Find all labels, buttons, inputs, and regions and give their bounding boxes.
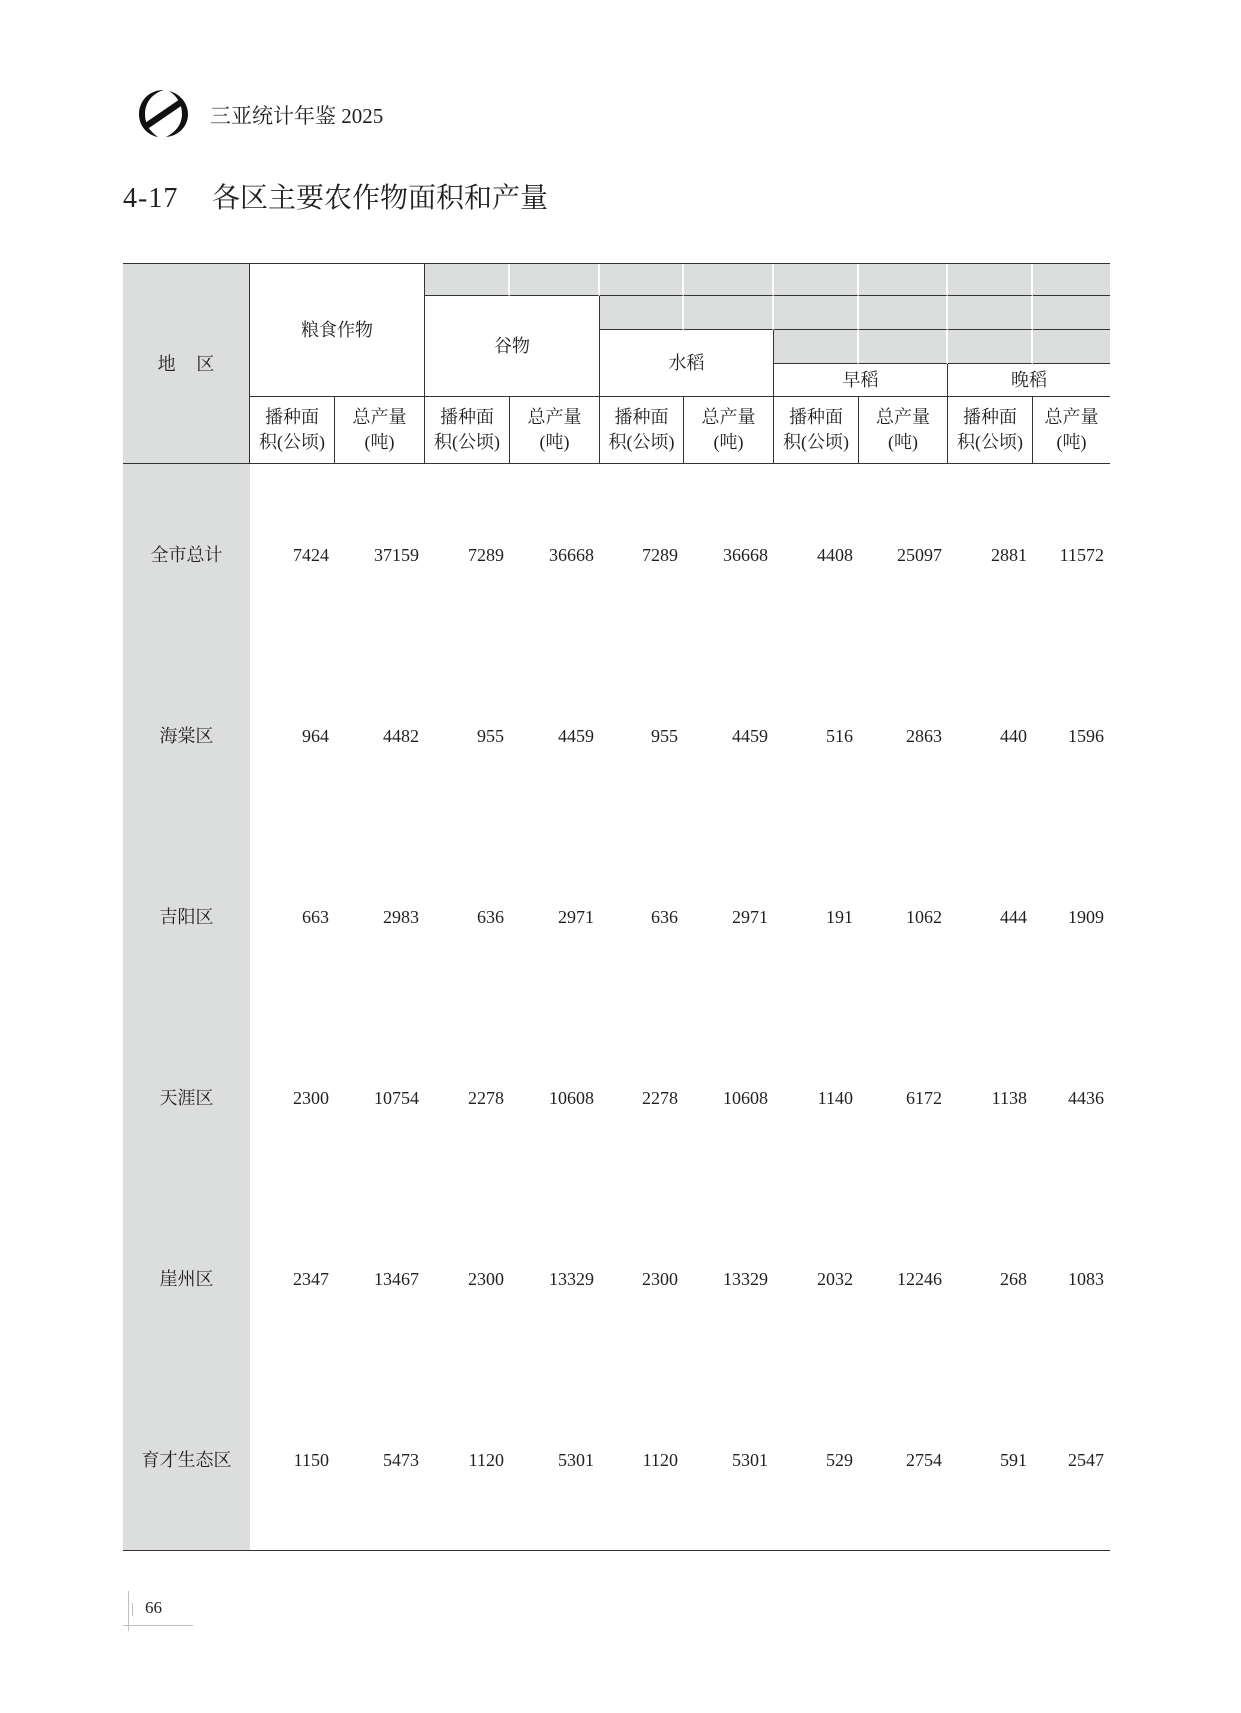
- early-rice-output: 2863: [906, 725, 942, 746]
- empty-header-cell: [859, 330, 948, 364]
- subheader-line: (吨): [713, 432, 744, 452]
- grain-sown-area: 1150: [293, 1449, 329, 1470]
- table-number: 4-17: [123, 183, 179, 214]
- cereal-output: 10608: [549, 1087, 594, 1108]
- early-rice-output: 2754: [906, 1449, 942, 1470]
- subheader-line: (吨): [1056, 432, 1087, 452]
- yearbook-title: 三亚统计年鉴 2025: [210, 104, 384, 128]
- early-rice-sown-area-header: [774, 397, 859, 463]
- subheader-line: 播种面: [789, 407, 843, 427]
- cereal-output: 2971: [558, 906, 594, 927]
- cereal-sown-area-header: [425, 397, 510, 463]
- early-rice-sown-area: 4408: [817, 544, 853, 565]
- cereal-sown-area: 955: [477, 725, 504, 746]
- late-rice-header: 晚稻: [948, 364, 1110, 397]
- late-rice-output: 11572: [1059, 544, 1104, 565]
- grain-output: 5473: [383, 1449, 419, 1470]
- cereal-output: 36668: [549, 544, 594, 565]
- early-rice-output-header: [859, 397, 948, 463]
- grain-output: 2983: [383, 906, 419, 927]
- subheader-line: 播种面: [440, 407, 494, 427]
- empty-header-cell: [1033, 264, 1110, 296]
- cereal-sown-area: 2300: [468, 1268, 504, 1289]
- crop-table: [123, 263, 1110, 1551]
- cereal-sown-area: 7289: [468, 544, 504, 565]
- empty-header-cell: [948, 296, 1033, 330]
- early-rice-output: 1062: [906, 906, 942, 927]
- late-rice-sown-area: 444: [1000, 906, 1027, 927]
- region-cell: 育才生态区: [123, 1369, 250, 1550]
- region-cell: 全市总计: [123, 464, 250, 645]
- late-rice-sown-area: 1138: [991, 1087, 1027, 1108]
- subheader-line: 积(公顷): [434, 432, 500, 452]
- early-rice-output: 25097: [897, 544, 942, 565]
- cereal-output: 5301: [558, 1449, 594, 1470]
- region-cell: 吉阳区: [123, 826, 250, 1007]
- empty-header-cell: [684, 264, 774, 296]
- subheader-line: 总产量: [527, 407, 582, 427]
- cereal-output: 13329: [549, 1268, 594, 1289]
- empty-header-cell: [948, 264, 1033, 296]
- subheader-line: 总产量: [352, 407, 407, 427]
- rice-sown-area: 7289: [642, 544, 678, 565]
- page-number: 66: [145, 1598, 162, 1617]
- late-rice-sown-area: 591: [1000, 1449, 1027, 1470]
- region-header: 地 区: [123, 264, 250, 463]
- late-rice-output: 1596: [1068, 725, 1104, 746]
- empty-header-cell: [774, 296, 859, 330]
- late-rice-output: 4436: [1068, 1087, 1104, 1108]
- empty-header-cell: [600, 264, 684, 296]
- subheader-line: (吨): [888, 432, 918, 452]
- statistics-logo-icon: [136, 86, 192, 140]
- early-rice-output: 12246: [897, 1268, 942, 1289]
- late-rice-output-header: [1033, 397, 1110, 463]
- table-body: [123, 464, 1110, 1551]
- early-rice-sown-area: 529: [826, 1449, 853, 1470]
- grain-header: 粮食作物: [250, 264, 425, 397]
- subheader-line: 播种面: [963, 407, 1017, 427]
- subheader-line: 积(公顷): [783, 432, 849, 452]
- empty-header-cell: [774, 330, 859, 364]
- subheader-line: 播种面: [265, 407, 319, 427]
- table-header: [123, 264, 1110, 464]
- grain-sown-area-header: [250, 397, 335, 463]
- subheader-line: 积(公顷): [957, 432, 1023, 452]
- cereal-sown-area: 1120: [468, 1449, 504, 1470]
- region-cell: 崖州区: [123, 1188, 250, 1369]
- early-rice-output: 6172: [906, 1087, 942, 1108]
- empty-header-cell: [1033, 296, 1110, 330]
- subheader-line: 总产量: [1044, 407, 1099, 427]
- region-cell: 海棠区: [123, 645, 250, 826]
- empty-header-cell: [948, 330, 1033, 364]
- early-rice-sown-area: 2032: [817, 1268, 853, 1289]
- cereal-header: 谷物: [425, 296, 600, 397]
- empty-header-cell: [774, 264, 859, 296]
- grain-sown-area: 2347: [293, 1268, 329, 1289]
- crop-mark: [123, 1625, 193, 1626]
- rice-sown-area-header: [600, 397, 684, 463]
- subheader-line: 总产量: [701, 407, 756, 427]
- rice-output: 5301: [732, 1449, 768, 1470]
- subheader-line: 总产量: [876, 407, 930, 427]
- grain-sown-area: 663: [302, 906, 329, 927]
- early-rice-sown-area: 516: [826, 725, 853, 746]
- cereal-output-header: [510, 397, 600, 463]
- table-title: 各区主要农作物面积和产量: [212, 183, 549, 214]
- early-rice-sown-area: 191: [826, 906, 853, 927]
- region-cell: 天涯区: [123, 1007, 250, 1188]
- grain-output: 13467: [374, 1268, 419, 1289]
- rice-sown-area: 955: [651, 725, 678, 746]
- grain-output: 10754: [374, 1087, 419, 1108]
- rice-output: 4459: [732, 725, 768, 746]
- rice-output: 10608: [723, 1087, 768, 1108]
- subheader-line: 积(公顷): [259, 432, 325, 452]
- grain-output: 37159: [374, 544, 419, 565]
- rice-output: 36668: [723, 544, 768, 565]
- empty-header-cell: [510, 264, 600, 296]
- late-rice-sown-area: 440: [1000, 725, 1027, 746]
- grain-sown-area: 2300: [293, 1087, 329, 1108]
- empty-header-cell: [684, 296, 774, 330]
- late-rice-output: 2547: [1068, 1449, 1104, 1470]
- rice-output: 13329: [723, 1268, 768, 1289]
- early-rice-header: 早稻: [774, 364, 948, 397]
- late-rice-sown-area: 268: [1000, 1268, 1027, 1289]
- grain-output-header: [335, 397, 425, 463]
- rice-output-header: [684, 397, 774, 463]
- late-rice-sown-area-header: [948, 397, 1033, 463]
- empty-header-cell: [425, 264, 510, 296]
- grain-output: 4482: [383, 725, 419, 746]
- late-rice-sown-area: 2881: [991, 544, 1027, 565]
- subheader-line: 播种面: [614, 407, 669, 427]
- rice-sown-area: 636: [651, 906, 678, 927]
- rice-sown-area: 2278: [642, 1087, 678, 1108]
- empty-header-cell: [859, 264, 948, 296]
- empty-header-cell: [1033, 330, 1110, 364]
- cereal-output: 4459: [558, 725, 594, 746]
- subheader-line: (吨): [539, 432, 570, 452]
- rice-sown-area: 1120: [642, 1449, 678, 1470]
- rice-header: 水稻: [600, 330, 774, 397]
- cereal-sown-area: 636: [477, 906, 504, 927]
- subheader-line: (吨): [364, 432, 395, 452]
- rice-output: 2971: [732, 906, 768, 927]
- empty-header-cell: [859, 296, 948, 330]
- subheader-line: 积(公顷): [608, 432, 675, 452]
- crop-mark: [132, 1603, 133, 1616]
- grain-sown-area: 964: [302, 725, 329, 746]
- late-rice-output: 1083: [1068, 1268, 1104, 1289]
- late-rice-output: 1909: [1068, 906, 1104, 927]
- grain-sown-area: 7424: [293, 544, 329, 565]
- empty-header-cell: [600, 296, 684, 330]
- cereal-sown-area: 2278: [468, 1087, 504, 1108]
- rice-sown-area: 2300: [642, 1268, 678, 1289]
- early-rice-sown-area: 1140: [817, 1087, 853, 1108]
